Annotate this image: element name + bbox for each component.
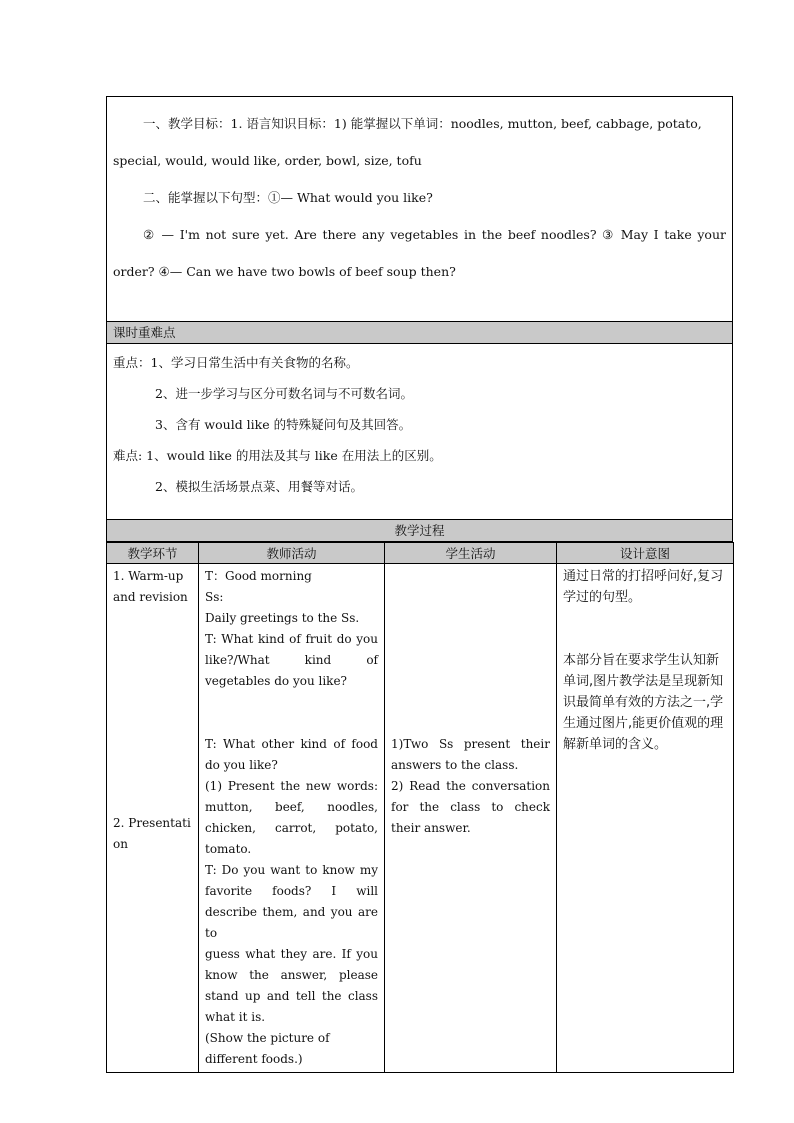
teacher-activity: Ss: <box>205 590 224 604</box>
design-intent: 本部分旨在要求学生认知新单词,图片教学法是呈现新知识最简单有效的方法之一,学生通过图片,能更价值观的理解新单词的含义。 <box>563 653 724 752</box>
column-header: 设计意图 <box>557 543 734 564</box>
student-activity: 2) Read the conversation for the class to check their answer. <box>391 779 550 835</box>
key-point-line: 2、进一步学习与区分可数名词与不可数名词。 <box>155 386 413 401</box>
design-intent: 通过日常的打招呼问好,复习学过的句型。 <box>563 569 724 605</box>
goal-line: order? ④— Can we have two bowls of beef soup then? <box>113 264 456 279</box>
stage-label: 2. Presentation <box>113 816 191 851</box>
teacher-activity: guess what they are. If you know the answer, please stand up and tell the class what it is. <box>205 947 378 1024</box>
teacher-activity: Daily greetings to the Ss. <box>205 611 360 625</box>
spacer <box>391 608 550 629</box>
column-header: 教学环节 <box>107 543 199 564</box>
goal-line: 一、教学目标：1. 语言知识目标：1) 能掌握以下单词：noodles, mutton, beef, cabbage, potato, <box>143 116 702 131</box>
goal-line: ② — I'm not sure yet. Are there any vegetables in the beef noodles? ③ May I take your <box>143 227 726 242</box>
spacer <box>391 671 550 692</box>
spacer <box>391 650 550 671</box>
student-activity: 1)Two Ss present their answers to the class. <box>391 737 550 772</box>
stage-label: 1. Warm-up and revision <box>113 569 188 604</box>
teacher-activity: T: What other kind of food do you like? <box>205 737 378 772</box>
spacer <box>205 692 378 713</box>
table-row <box>107 564 734 1073</box>
intent-cell <box>557 564 734 1073</box>
process-title: 教学过程 <box>106 520 733 542</box>
spacer <box>563 629 727 650</box>
column-header: 学生活动 <box>385 543 557 564</box>
key-point-line: 2、模拟生活场景点菜、用餐等对话。 <box>155 479 363 494</box>
lesson-plan <box>106 96 733 1073</box>
teacher-activity: T: Do you want to know my favorite foods? I will describe them, and you are to <box>205 863 378 940</box>
teaching-goals <box>106 96 733 322</box>
goal-line: special, would, would like, order, bowl, size, tofu <box>113 153 422 168</box>
table-header-row <box>107 543 734 564</box>
spacer <box>391 692 550 713</box>
goal-line: 二、能掌握以下句型：①— What would you like? <box>143 190 433 205</box>
key-points-header: 课时重难点 <box>106 322 733 344</box>
teacher-activity: (Show the picture of different foods.) <box>205 1031 330 1066</box>
key-point-line: 3、含有 would like 的特殊疑问句及其回答。 <box>155 417 412 432</box>
spacer <box>391 629 550 650</box>
process-table <box>106 542 734 1073</box>
spacer <box>563 608 727 629</box>
spacer <box>391 566 550 587</box>
key-point-line: 难点: 1、would like 的用法及其与 like 在用法上的区别。 <box>113 448 442 463</box>
stage-cell <box>107 564 199 1073</box>
spacer <box>391 713 550 734</box>
key-point-line: 重点：1、学习日常生活中有关食物的名称。 <box>113 355 359 370</box>
spacer <box>391 587 550 608</box>
student-cell <box>385 564 557 1073</box>
teacher-activity: T: What kind of fruit do you like?/What kind of vegetables do you like? <box>205 632 378 688</box>
column-header: 教师活动 <box>199 543 385 564</box>
key-points <box>106 344 733 520</box>
teacher-activity: (1) Present the new words: mutton, beef, noodles, chicken, carrot, potato, tomato. <box>205 779 378 856</box>
teacher-cell <box>199 564 385 1073</box>
teacher-activity: T：Good morning <box>205 569 312 583</box>
spacer <box>205 713 378 734</box>
